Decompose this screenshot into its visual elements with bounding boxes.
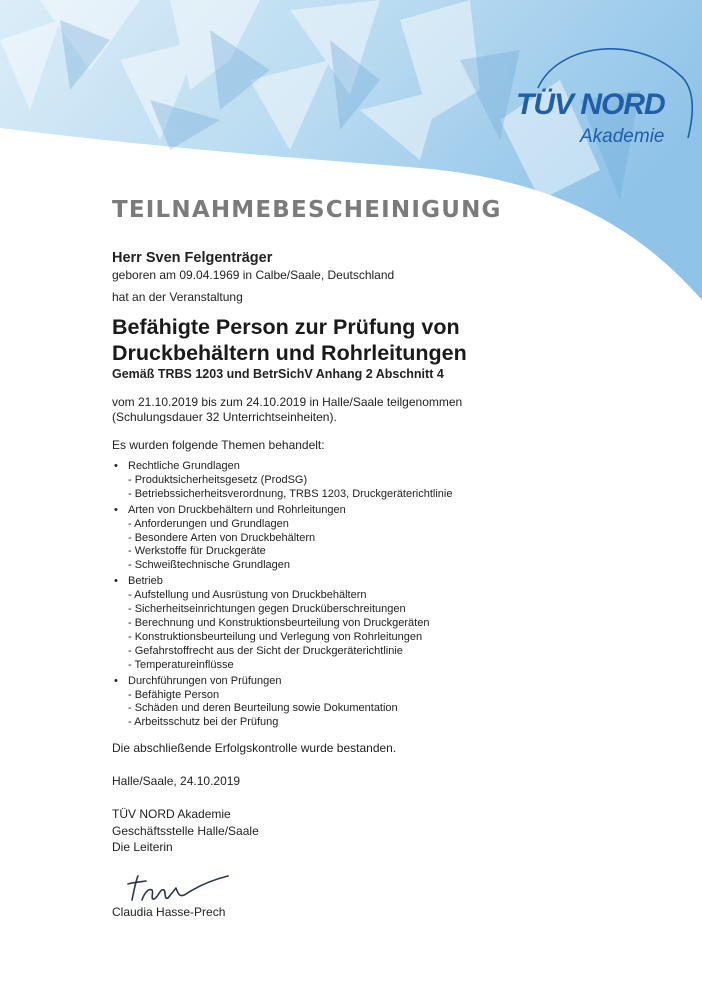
topic-subitem: - Gefahrstoffrecht aus der Sicht der Druckgeräterichtlinie [128,644,403,657]
topic-item [112,675,652,731]
topic-subitem: - Befähigte Person [128,688,220,701]
participant-name: Herr Sven Felgenträger [112,250,273,266]
date-line: vom 21.10.2019 bis zum 24.10.2019 in Halle/Saale teilgenommen [112,395,463,409]
topic-subitem: - Betriebssicherheitsverordnung, TRBS 1203, Druckgeräterichtlinie [128,487,453,500]
topic-subitem: - Sicherheitseinrichtungen gegen Drucküberschreitungen [128,603,406,616]
logo-subtitle-text: Akademie [580,126,665,147]
course-duration: (Schulungsdauer 32 Unterrichtseinheiten). [112,410,337,424]
topic-subitem: - Produktsicherheitsgesetz (ProdSG) [128,473,308,486]
topic-subitem: - Berechnung und Konstruktionsbeurteilung von Druckgeräten [128,616,430,629]
topic-subitem: - Schweißtechnische Grundlagen [128,559,291,572]
topic-item [112,460,652,502]
logo-brand-text: TÜV NORD [516,88,665,121]
issuer-role: Die Leiterin [112,840,173,854]
page-title: TEILNAHMEBESCHEINIGUNG [112,197,502,223]
course-title [112,314,467,366]
topic-subitem: - Konstruktionsbeurteilung und Verlegung von Rohrleitungen [128,630,423,643]
topic-subitem: - Aufstellung und Ausrüstung von Druckbehältern [128,589,367,602]
attendance-intro: hat an der Veranstaltung [112,290,243,304]
topics-intro: Es wurden folgende Themen behandelt: [112,438,325,452]
topic-label: Rechtliche Grundlagen [128,460,240,472]
bullet-icon: • [114,575,118,588]
topic-subitem: - Anforderungen und Grundlagen [128,517,289,530]
topics-list [112,460,652,732]
handwritten-signature [120,872,235,906]
issuer-org: TÜV NORD Akademie [112,807,231,821]
issuer-branch: Geschäftsstelle Halle/Saale [112,823,259,838]
signatory-name: Claudia Hasse-Prech [112,905,226,919]
topic-label: Arten von Druckbehältern und Rohrleitungen [128,503,346,516]
topic-subitem: - Besondere Arten von Druckbehältern [128,531,316,544]
topic-item [112,504,652,574]
topic-label: Durchführungen von Prüfungen [128,674,282,687]
topic-subitem: - Werkstoffe für Druckgeräte [128,545,266,558]
topic-subitem: - Schäden und deren Beurteilung sowie Dokumentation [128,702,398,715]
bullet-icon: • [114,460,118,472]
course-title-line2: Druckbehältern und Rohrleitungen [112,341,467,365]
course-title-line1: Befähigte Person zur Prüfung von [112,315,460,339]
tuv-nord-logo [508,38,688,153]
result-statement: Die abschließende Erfolgskontrolle wurde bestanden. [112,741,397,755]
topic-subitem: - Arbeitsschutz bei der Prüfung [128,716,279,729]
bullet-icon: • [114,674,118,687]
course-basis: Gemäß TRBS 1203 und BetrSichV Anhang 2 Abschnitt 4 [112,367,444,381]
topic-item [112,575,652,672]
place-date: Halle/Saale, 24.10.2019 [112,774,241,788]
bullet-icon: • [114,503,118,516]
course-dates [112,395,462,425]
topic-subitem: - Temperatureinflüsse [128,658,234,671]
issuer-block [112,806,259,856]
birth-info: geboren am 09.04.1969 in Calbe/Saale, Deutschland [112,268,395,282]
topic-label: Betrieb [128,575,163,588]
